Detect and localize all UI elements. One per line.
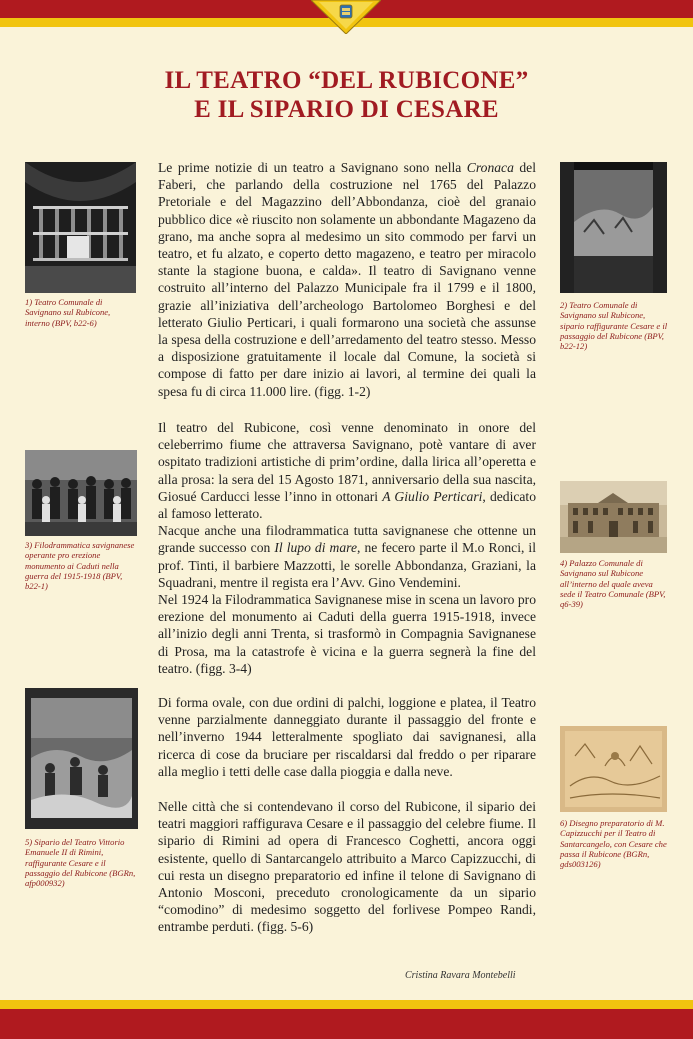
- text-segment: Il teatro del Rubicone, così venne denominato in onore del celeberrimo fiume che attraversa Savignano, potè vantare di aver ospitato tradizioni artistiche di prim’ordine, dalla lirica all’operetta e alla prosa: la sera del 15 Agosto 1871, anniversario della sua nascita, Giosué Carducci lesse l’inno in ottonari: [158, 420, 536, 504]
- caption-figure-5: 5) Sipario del Teatro Vittorio Emanuele II di Rimini, raffigurante Cesare e il passaggio del Rubicone (BGRn, afp000932): [25, 837, 136, 889]
- italic-title: Cronaca: [466, 160, 514, 175]
- text-segment: , ne fecero parte il M.o Ronci, il prof. Tinti, il barbiere Mazzotti, le sorelle Abbondanza, Graziani, la Squadrani, mentre il regista era l’Avv. Gino Vendemini.: [158, 540, 536, 590]
- bottom-red-band: [0, 1009, 693, 1039]
- text-segment: Nacque anche una filodrammatica tutta savignanese che ottenne un grande successo con: [158, 523, 536, 556]
- author-signature: Cristina Ravara Montebelli: [405, 970, 516, 981]
- municipal-crest-icon: [311, 0, 381, 34]
- paragraph-text: [158, 591, 536, 677]
- figure-4-town-hall-postcard: [560, 481, 667, 553]
- caption-figure-2: 2) Teatro Comunale di Savignano sul Rubicone, sipario raffigurante Cesare e il passaggio del Rubicone (BPV, b22-12): [560, 300, 668, 352]
- caption-figure-6: 6) Disegno preparatorio di M. Capizzucchi per il Teatro di Santarcangelo, con Cesare che passa il Rubicone (BGRn, gds003126): [560, 818, 667, 870]
- text-segment: del Faberi, che parlando della costruzione nel 1765 del Palazzo Pretoriale e del Magazzino dell’Abbondanza, cioè del granaio pubblico dice «è riuscito non solamente un abbondante Magazeno da grano, ma anche sopra al medesimo un sito commodo per farvi un teatro, et fu alzato, e coperto detto magazeno, e teatro per miracolo stante la stagione buona, e calda». Il teatro di Savignano venne costruito all’interno del Palazzo Municipale fra il 1799 e il 1800, grazie all’iniziativa dell’archeologo Bartolomeo Borghesi e del letterato Giulio Perticari, i quali formarono una società che assunse la spesa della costruzione e dell’arredamento del teatro stesso. Messo a disposizione gratuitamente il locale dal Comune, la società si compose di fatto per dare inizio ai lavori, al termine dei quali la spesa fu di circa 11.000 lire. (figg. 1-2): [158, 160, 536, 399]
- figure-5-rimini-curtain: [25, 688, 138, 829]
- text-segment: Di forma ovale, con due ordini di palchi, loggione e platea, il Teatro venne parzialmente danneggiato durante il passaggio del fronte e nell’inverno 1944 letteralmente spogliato dai savignanesi, alla ricerca di cose da bruciare per riscaldarsi dal freddo o per riparare alla meglio i tetti delle case dalla pioggia e dalla neve.: [158, 695, 536, 779]
- page-title: [0, 66, 693, 124]
- caption-figure-1: 1) Teatro Comunale di Savignano sul Rubicone, interno (BPV, b22-6): [25, 297, 111, 328]
- paragraph-text: [158, 694, 536, 780]
- caption-figure-3: 3) Filodrammatica savignanese operante pro erezione monumento ai Caduti nella guerra del 1915-1918 (BPV, b22-1): [25, 540, 135, 592]
- article-paragraph-4: [158, 798, 536, 936]
- article-paragraph-2: [158, 419, 536, 677]
- figure-1-theatre-interior: [25, 162, 136, 293]
- paragraph-text: [158, 159, 536, 400]
- paragraph-text: [158, 419, 536, 522]
- article-paragraph-1: [158, 159, 536, 400]
- italic-title: A Giulio Perticari: [382, 488, 483, 504]
- paragraph-text: [158, 522, 536, 591]
- text-segment: , dedicato al famoso letterato.: [158, 488, 536, 522]
- bottom-yellow-band: [0, 1000, 693, 1009]
- text-segment: Le prime notizie di un teatro a Savignano sono nella: [158, 160, 467, 175]
- article-paragraph-3: [158, 694, 536, 780]
- caption-figure-4: 4) Palazzo Comunale di Savignano sul Rubicone all’interno del quale aveva sede il Teatro Comunale (BPV, q6-39): [560, 558, 666, 610]
- text-segment: Nelle città che si contendevano il corso del Rubicone, il sipario dei teatri maggiori raffigurava Cesare e il passaggio del celebre fiume. Il sipario di Rimini ad opera di Francesco Coghetti, ancora oggi esistente, quello di Santarcangelo attribuito a Marco Capizzucchi, di cui resta un disegno preparatorio ed infine il telone di Savignano di Antonio Mosconi, preceduto cronologicamente da un sipario “comodino” di medesimo soggetto del forlivese Pompeo Randi, entrambe perduti. (figg. 5-6): [158, 799, 536, 935]
- figure-6-preparatory-drawing: [560, 726, 667, 812]
- title-line-2: E IL SIPARIO DI CESARE: [194, 96, 499, 123]
- figure-2-theatre-curtain: [560, 162, 667, 293]
- paragraph-text: [158, 798, 536, 936]
- figure-3-drama-group-photo: [25, 450, 137, 536]
- title-line-1: IL TEATRO “DEL RUBICONE”: [164, 67, 529, 94]
- italic-title: Il lupo di mare: [274, 540, 357, 556]
- text-segment: Nel 1924 la Filodrammatica Savignanese mise in scena un lavoro pro erezione del monumento ai Caduti della guerra 1915-1918, invece all’inizio degli anni Trenta, si trasformò in Compagnia Savignanese di Prosa, ma la catastrofe è vicina e la guerra segnerà la fine del teatro. (figg. 3-4): [158, 592, 536, 676]
